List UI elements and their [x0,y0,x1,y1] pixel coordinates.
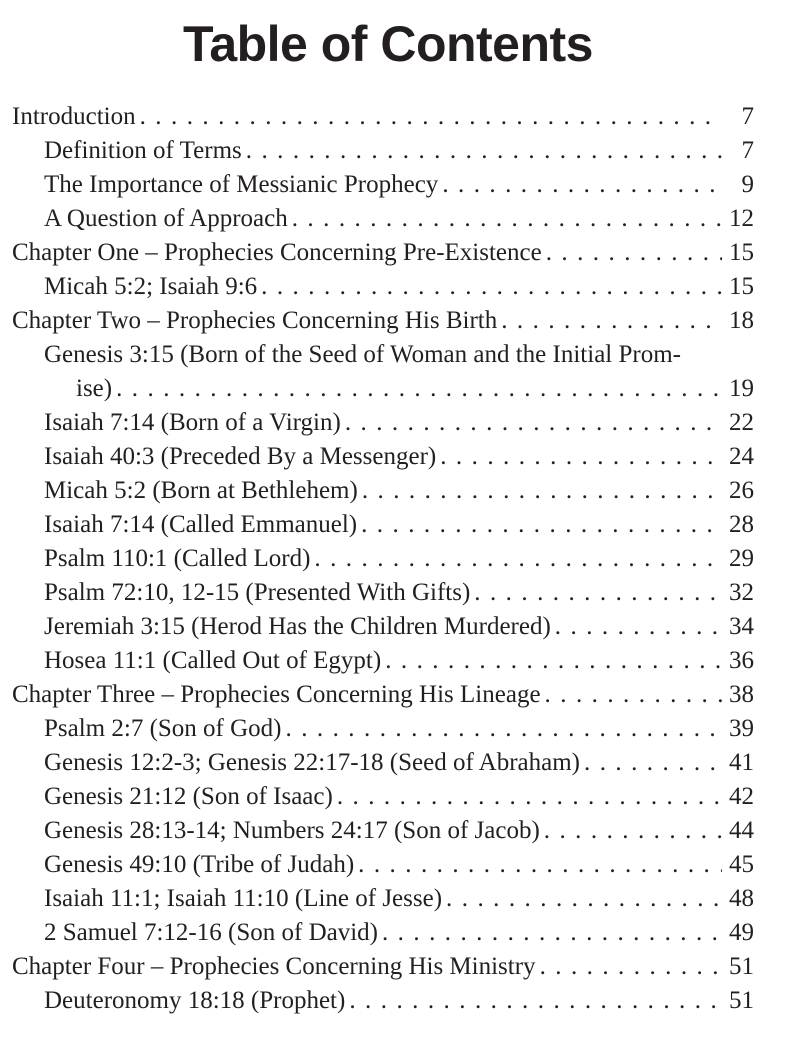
toc-entry-definition-of-terms[interactable] [0,134,800,168]
toc-entry-label: Micah 5:2 (Born at Bethlehem) [44,474,360,508]
toc-entry-label: The Importance of Messianic Prophecy [44,168,440,202]
toc-entry-label: Genesis 49:10 (Tribe of Judah) [44,848,356,882]
toc-entry-label: Deuteronomy 18:18 (Prophet) [44,984,347,1018]
toc-entry-label: Chapter One – Prophecies Concerning Pre-Existence [12,236,544,270]
dot-leader [444,882,722,916]
toc-entry-label: Isaiah 40:3 (Preceded By a Messenger) [44,440,438,474]
dot-leader [380,916,722,950]
toc-page-number: 34 [722,610,754,644]
toc-entry-psalm-72-10[interactable] [0,576,800,610]
toc-entry-label: Chapter Three – Prophecies Concerning His Lineage [12,678,543,712]
toc-page-number: 32 [722,576,754,610]
dot-leader [440,168,722,202]
toc-entry-genesis-3-15-continued[interactable] [0,372,800,406]
toc-entry-chapter-three[interactable] [0,678,800,712]
toc-entry-label: Micah 5:2; Isaiah 9:6 [44,270,259,304]
dot-leader [582,746,722,780]
toc-entry-hosea-11-1[interactable] [0,644,800,678]
toc-entry-psalm-110-1[interactable] [0,542,800,576]
toc-entry-label: Isaiah 7:14 (Born of a Virgin) [44,406,343,440]
dot-leader [538,950,722,984]
toc-entry-label: Genesis 28:13-14; Numbers 24:17 (Son of Jacob) [44,814,542,848]
toc-page-number: 15 [722,236,754,270]
dot-leader [543,678,722,712]
dot-leader [499,304,722,338]
dot-leader [356,848,722,882]
toc-entry-label: Psalm 2:7 (Son of God) [44,712,284,746]
toc-page-number: 18 [722,304,754,338]
toc-page-number: 7 [722,100,754,134]
toc-entry-label: Genesis 12:2-3; Genesis 22:17-18 (Seed of Abraham) [44,746,582,780]
toc-entry-label: Psalm 110:1 (Called Lord) [44,542,312,576]
toc-list [0,100,800,1018]
toc-entry-chapter-one[interactable] [0,236,800,270]
toc-entry-isaiah-7-14-emmanuel[interactable] [0,508,800,542]
toc-entry-label: Hosea 11:1 (Called Out of Egypt) [44,644,383,678]
toc-entry-deuteronomy-18-18[interactable] [0,984,800,1018]
toc-page-number: 38 [722,678,754,712]
toc-page-number: 12 [722,202,754,236]
dot-leader [290,202,722,236]
toc-entry-micah-5-2-bethlehem[interactable] [0,474,800,508]
toc-entry-genesis-49-10[interactable] [0,848,800,882]
toc-entry-label-continued: ise) [76,372,114,406]
dot-leader [284,712,723,746]
toc-page-number: 48 [722,882,754,916]
toc-page-number: 24 [722,440,754,474]
toc-entry-question-of-approach[interactable] [0,202,800,236]
dot-leader [544,236,722,270]
dot-leader [553,610,722,644]
toc-page-number: 19 [722,372,754,406]
toc-entry-isaiah-40-3[interactable] [0,440,800,474]
toc-entry-label: Isaiah 11:1; Isaiah 11:10 (Line of Jesse) [44,882,444,916]
page-title: Table of Contents [182,16,593,72]
dot-leader [335,780,722,814]
toc-page-number: 36 [722,644,754,678]
toc-entry-label: Isaiah 7:14 (Called Emmanuel) [44,508,359,542]
toc-page-number: 39 [722,712,754,746]
toc-entry-jeremiah-3-15[interactable] [0,610,800,644]
toc-entry-label: Psalm 72:10, 12-15 (Presented With Gifts) [44,576,472,610]
toc-page-number: 28 [722,508,754,542]
dot-leader [114,372,722,406]
toc-entry-introduction[interactable] [0,100,800,134]
toc-entry-label: Chapter Four – Prophecies Concerning His Ministry [12,950,538,984]
toc-page-number: 44 [722,814,754,848]
toc-entry-genesis-21-12[interactable] [0,780,800,814]
dot-leader [438,440,722,474]
toc-page-number: 51 [722,950,754,984]
toc-entry-chapter-four[interactable] [0,950,800,984]
toc-entry-label: Introduction [12,100,138,134]
toc-entry-label: 2 Samuel 7:12-16 (Son of David) [44,916,380,950]
dot-leader [312,542,722,576]
dot-leader [244,134,722,168]
dot-leader [360,474,722,508]
toc-entry-chapter-two[interactable] [0,304,800,338]
toc-page-number: 42 [722,780,754,814]
dot-leader [472,576,722,610]
toc-page-number: 9 [722,168,754,202]
toc-page-number: 29 [722,542,754,576]
dot-leader [347,984,722,1018]
toc-page-number: 51 [722,984,754,1018]
toc-entry-label: Definition of Terms [44,134,244,168]
toc-entry-isaiah-11-1[interactable] [0,882,800,916]
dot-leader [542,814,722,848]
toc-entry-label: A Question of Approach [44,202,290,236]
toc-entry-label: Genesis 3:15 (Born of the Seed of Woman and the Initial Prom- [44,338,681,372]
toc-page-number: 45 [722,848,754,882]
toc-entry-label: Chapter Two – Prophecies Concerning His Birth [12,304,499,338]
toc-entry-isaiah-7-14-virgin[interactable] [0,406,800,440]
dot-leader [359,508,722,542]
toc-entry-importance-of-messianic-prophecy[interactable] [0,168,800,202]
toc-entry-psalm-2-7[interactable] [0,712,800,746]
toc-entry-2-samuel-7-12[interactable] [0,916,800,950]
dot-leader [383,644,722,678]
toc-entry-genesis-12-2[interactable] [0,746,800,780]
toc-page-number: 26 [722,474,754,508]
dot-leader [343,406,722,440]
toc-entry-genesis-28-13[interactable] [0,814,800,848]
toc-entry-label: Genesis 21:12 (Son of Isaac) [44,780,335,814]
dot-leader [138,100,722,134]
toc-page-number: 15 [722,270,754,304]
toc-entry-micah-isaiah[interactable] [0,270,800,304]
toc-page-number: 49 [722,916,754,950]
toc-entry-genesis-3-15[interactable] [0,338,800,372]
toc-page-number: 41 [722,746,754,780]
toc-page-number: 7 [722,134,754,168]
dot-leader [259,270,722,304]
toc-page-number: 22 [722,406,754,440]
toc-entry-label: Jeremiah 3:15 (Herod Has the Children Murdered) [44,610,553,644]
